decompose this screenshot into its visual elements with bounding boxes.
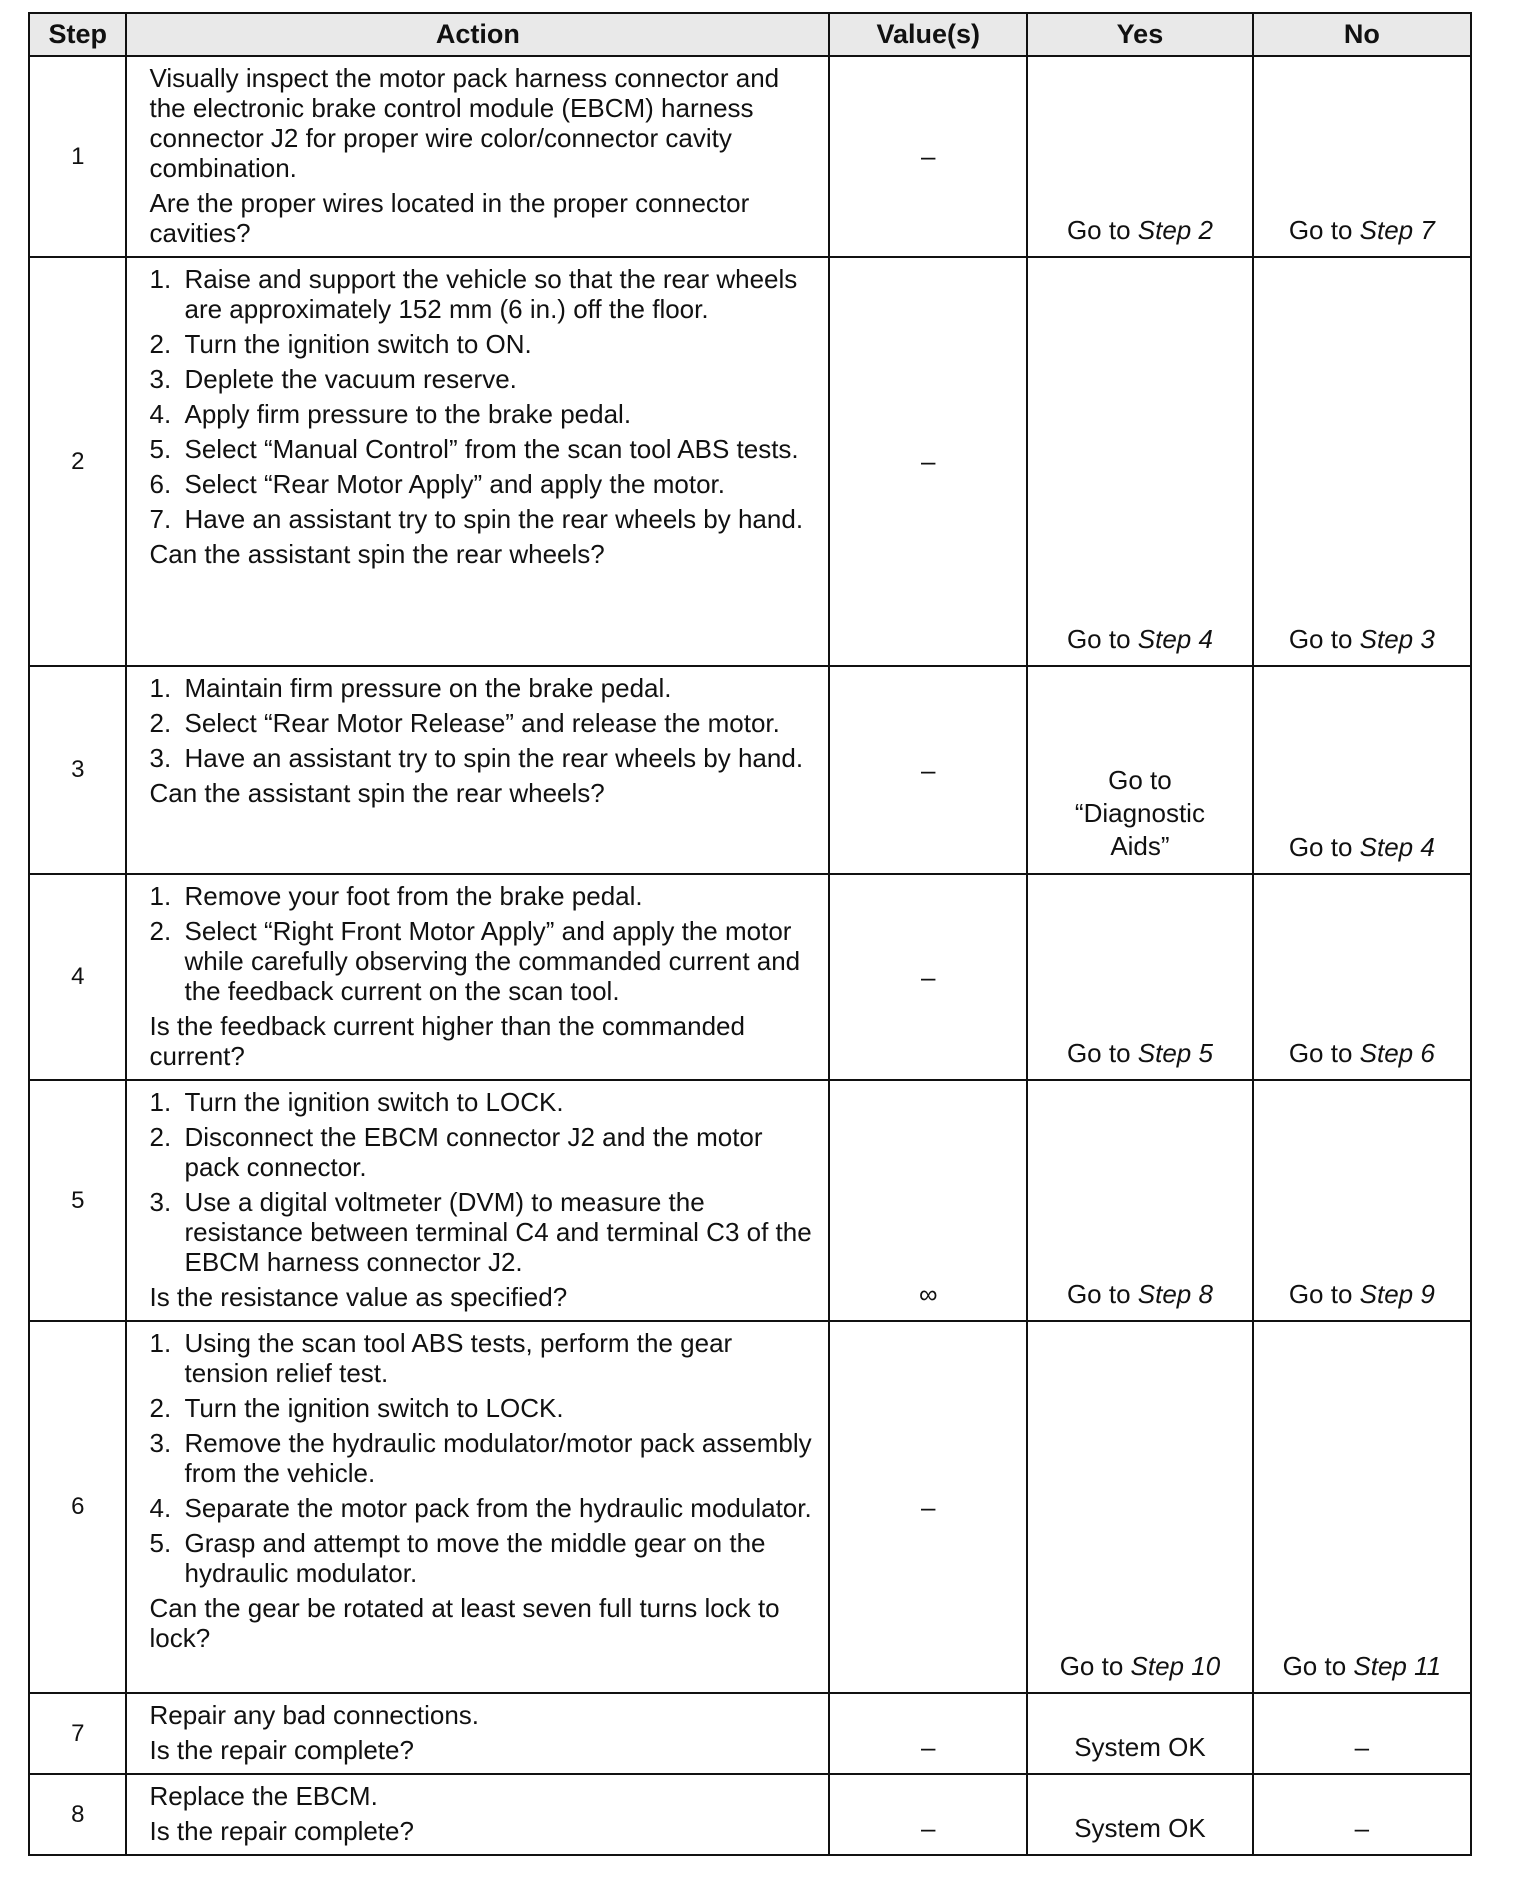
action-intro: Repair any bad connections. xyxy=(149,1700,480,1730)
go-to-label: Go to xyxy=(1282,1651,1347,1681)
go-to-label: Go to xyxy=(1288,215,1353,245)
header-no: No xyxy=(1253,13,1471,56)
action-cell xyxy=(126,1774,829,1855)
value-cell: – xyxy=(829,1321,1027,1693)
action-step: 2. Select “Rear Motor Release” and release the motor. xyxy=(149,708,780,738)
no-cell xyxy=(1253,1321,1471,1693)
action-step: 2. Disconnect the EBCM connector J2 and the motor pack connector. xyxy=(149,1122,763,1182)
action-cell xyxy=(126,56,829,257)
action-steps xyxy=(149,673,816,773)
step-reference: Step 11 xyxy=(1353,1651,1442,1681)
go-to-label: Go to xyxy=(1066,624,1131,654)
action-intro: Replace the EBCM. xyxy=(149,1781,378,1811)
action-step: 7. Have an assistant try to spin the rear wheels by hand. xyxy=(149,504,804,534)
yes-cell xyxy=(1027,56,1252,257)
go-to-label: Go to xyxy=(1066,215,1131,245)
go-to-label: Go to xyxy=(1066,1279,1131,1309)
action-step: 1. Raise and support the vehicle so that the rear wheels are approximately 152 mm (6 in.) off the floor. xyxy=(149,264,798,324)
action-steps xyxy=(149,1328,816,1588)
header-values: Value(s) xyxy=(829,13,1027,56)
action-question: Is the repair complete? xyxy=(149,1735,414,1765)
table-row xyxy=(29,1321,1471,1693)
step-reference: Step 10 xyxy=(1130,1651,1221,1681)
action-step: 1. Using the scan tool ABS tests, perform the gear tension relief test. xyxy=(149,1328,733,1388)
no-cell xyxy=(1253,874,1471,1080)
go-to-label: Go to xyxy=(1288,1279,1353,1309)
action-step: 2. Turn the ignition switch to ON. xyxy=(149,329,532,359)
value-cell: – xyxy=(829,56,1027,257)
header-step: Step xyxy=(29,13,126,56)
action-cell xyxy=(126,257,829,666)
yes-line: “Diagnostic xyxy=(1074,798,1205,828)
go-to-label: Go to xyxy=(1288,624,1353,654)
action-question: Is the repair complete? xyxy=(149,1816,414,1846)
value-cell: – xyxy=(829,1774,1027,1855)
yes-line: Go to xyxy=(1108,765,1172,795)
action-step: 1. Maintain firm pressure on the brake pedal. xyxy=(149,673,672,703)
action-question: Are the proper wires located in the proper connector cavities? xyxy=(149,188,750,248)
yes-cell xyxy=(1027,1080,1252,1321)
table-row xyxy=(29,666,1471,874)
action-cell xyxy=(126,1321,829,1693)
step-reference: Step 8 xyxy=(1137,1279,1213,1309)
step-number: 8 xyxy=(29,1774,126,1855)
action-step: 3. Use a digital voltmeter (DVM) to measure the resistance between terminal C4 and terminal C3 of the EBCM harness connector J2. xyxy=(149,1187,812,1277)
yes-cell xyxy=(1027,666,1252,874)
step-reference: Step 2 xyxy=(1137,215,1213,245)
action-step: 5. Grasp and attempt to move the middle gear on the hydraulic modulator. xyxy=(149,1528,766,1588)
action-step: 2. Select “Right Front Motor Apply” and apply the motor while carefully observing the commanded current and the feedback current on the scan tool. xyxy=(149,916,801,1006)
action-step: 4. Apply firm pressure to the brake pedal. xyxy=(149,399,632,429)
table-row xyxy=(29,1774,1471,1855)
header-yes: Yes xyxy=(1027,13,1252,56)
step-reference: Step 4 xyxy=(1137,624,1213,654)
step-reference: Step 9 xyxy=(1359,1279,1435,1309)
action-steps xyxy=(149,264,816,534)
action-question: Is the resistance value as specified? xyxy=(149,1282,568,1312)
step-number: 2 xyxy=(29,257,126,666)
diagnostic-table xyxy=(28,12,1472,1856)
header-row xyxy=(29,13,1471,56)
no-cell: – xyxy=(1253,1774,1471,1855)
yes-cell: System OK xyxy=(1027,1693,1252,1774)
step-reference: Step 4 xyxy=(1359,832,1435,862)
action-step: 4. Separate the motor pack from the hydraulic modulator. xyxy=(149,1493,812,1523)
action-question: Is the feedback current higher than the commanded current? xyxy=(149,1011,745,1071)
action-step: 1. Turn the ignition switch to LOCK. xyxy=(149,1087,564,1117)
action-step: 3. Remove the hydraulic modulator/motor pack assembly from the vehicle. xyxy=(149,1428,812,1488)
value-cell: ∞ xyxy=(829,1080,1027,1321)
action-cell xyxy=(126,874,829,1080)
go-to-label: Go to xyxy=(1059,1651,1124,1681)
action-step: 3. Have an assistant try to spin the rear wheels by hand. xyxy=(149,743,804,773)
no-cell xyxy=(1253,56,1471,257)
step-number: 5 xyxy=(29,1080,126,1321)
action-steps xyxy=(149,1087,816,1277)
step-number: 1 xyxy=(29,56,126,257)
table-row xyxy=(29,1693,1471,1774)
yes-cell: System OK xyxy=(1027,1774,1252,1855)
action-question: Can the assistant spin the rear wheels? xyxy=(149,539,605,569)
no-cell xyxy=(1253,1080,1471,1321)
step-reference: Step 7 xyxy=(1359,215,1435,245)
action-step: 1. Remove your foot from the brake pedal. xyxy=(149,881,643,911)
step-number: 3 xyxy=(29,666,126,874)
yes-line: Aids” xyxy=(1110,831,1170,861)
go-to-label: Go to xyxy=(1288,1038,1353,1068)
action-steps xyxy=(149,881,816,1006)
step-reference: Step 3 xyxy=(1359,624,1435,654)
no-cell: – xyxy=(1253,1693,1471,1774)
value-cell: – xyxy=(829,874,1027,1080)
no-cell xyxy=(1253,257,1471,666)
action-cell xyxy=(126,1080,829,1321)
table-row xyxy=(29,56,1471,257)
action-cell xyxy=(126,1693,829,1774)
action-cell xyxy=(126,666,829,874)
value-cell: – xyxy=(829,1693,1027,1774)
table-row xyxy=(29,1080,1471,1321)
table-row xyxy=(29,874,1471,1080)
action-step: 6. Select “Rear Motor Apply” and apply the motor. xyxy=(149,469,725,499)
step-number: 7 xyxy=(29,1693,126,1774)
action-intro: Visually inspect the motor pack harness connector and the electronic brake control module (EBCM) harness connector J2 for proper wire color/connector cavity combination. xyxy=(149,63,780,183)
value-cell: – xyxy=(829,257,1027,666)
go-to-label: Go to xyxy=(1066,1038,1131,1068)
no-cell xyxy=(1253,666,1471,874)
go-to-label: Go to xyxy=(1288,832,1353,862)
action-question: Can the assistant spin the rear wheels? xyxy=(149,778,605,808)
header-action: Action xyxy=(126,13,829,56)
action-question: Can the gear be rotated at least seven full turns lock to lock? xyxy=(149,1593,780,1653)
step-reference: Step 5 xyxy=(1137,1038,1213,1068)
table-row xyxy=(29,257,1471,666)
action-step: 5. Select “Manual Control” from the scan tool ABS tests. xyxy=(149,434,799,464)
yes-cell xyxy=(1027,874,1252,1080)
step-number: 6 xyxy=(29,1321,126,1693)
yes-cell xyxy=(1027,1321,1252,1693)
step-reference: Step 6 xyxy=(1359,1038,1435,1068)
action-step: 2. Turn the ignition switch to LOCK. xyxy=(149,1393,564,1423)
action-step: 3. Deplete the vacuum reserve. xyxy=(149,364,517,394)
yes-cell xyxy=(1027,257,1252,666)
step-number: 4 xyxy=(29,874,126,1080)
value-cell: – xyxy=(829,666,1027,874)
